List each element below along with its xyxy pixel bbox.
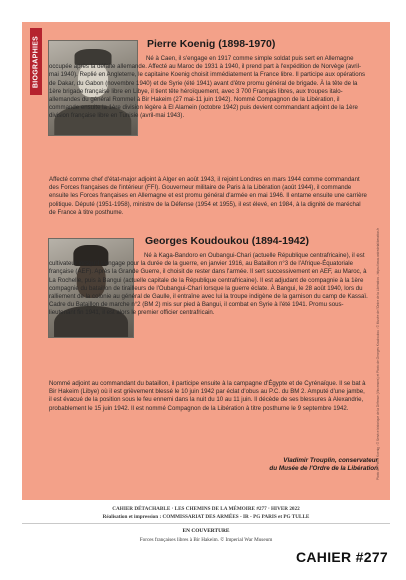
section-tab bbox=[30, 28, 42, 95]
koudoukou-bio-part2: Nommé adjoint au commandant du bataillon, il participe ensuite à la campagne d'Égypte et de Cyrénaïque. Il se bat à Bir Hakeim (Libye) où il est grièvement blessé le 10 juin 1942 par éclat d'obus au P.C. du BM 2. Amputé d'une jambe, il est évacué de la position sous le feu ennemi dans la nuit du 10 au 11 juin. Il décède de ses blessures à Alexandrie, probablement le 15 juin 1942. Il est nommé Compagnon de la Libération à titre posthume le 9 septembre 1942. bbox=[49, 380, 366, 412]
footer-production-line: Réalisation et impression : COMMISSARIAT DES ARMÉES - IR - PG PARIS et PG TULLE bbox=[102, 514, 310, 520]
footer-divider bbox=[22, 523, 390, 524]
signature bbox=[269, 457, 378, 473]
cover-caption: Forces françaises libres à Bir Hakeim. © Imperial War Museum bbox=[139, 537, 273, 543]
koudoukou-bio-part1: Né à Kaga-Bandoro en Oubangui-Chari (actuelle République centrafricaine), il est cultivateur lorsqu'il s'engage pour la durée de la guerre, en janvier 1916, au Bataillon n°3 de l'Afrique-Équatoriale française (AEF). Après la Grande Guerre, il choisit de rester dans l'armée. Il sert successivement en AEF, au Maroc, à La Rochelle, puis à Bangui (actuelle capitale de la République centrafricaine). Il est adjudant de compagnie à la 1ère compagnie du bataillon de tirailleurs de l'Oubangui-Chari lorsque la guerre éclate. À Bangui, le 28 août 1940, lors du ralliement de la colonie au général de Gaulle, il entraîne avec lui la troupe indigène de la garnison du camp de Kassaï. Cadre du Bataillon de marche n°2 (BM 2) mis sur pied à Bangui, il combat en Syrie à l'été 1941. Promu sous-lieutenant fin 1941, il est alors le premier officier centrafricain. bbox=[49, 252, 368, 317]
koudoukou-name: Georges Koudoukou (1894-1942) bbox=[145, 235, 309, 247]
cahier-label: CAHIER #277 bbox=[295, 549, 388, 565]
koenig-name: Pierre Koenig (1898-1970) bbox=[147, 38, 276, 50]
signature-line2: du Musée de l'Ordre de la Libération bbox=[269, 465, 378, 472]
koenig-bio-part2: Affecté comme chef d'état-major adjoint à Alger en août 1943, il rejoint Londres en mars 1944 comme commandant des Forces françaises de l'intérieur (FFI). Gouverneur militaire de Paris à la Libération (août 1944), il commande ensuite les Forces françaises en Allemagne et est promu général d'armée en mai 1946. Il entame ensuite une carrière politique. Député (1951-1958), ministre de la Défense (1954 et 1955), il est élevé, en 1984, à la dignité de maréchal de France à titre posthume. bbox=[49, 176, 367, 216]
cover-title: EN COUVERTURE bbox=[182, 528, 230, 534]
photo-credits: Photo de Pierre Koenig : © Service historique de la Défense (Vincennes) et Photo de Georges Koudoukou : © Musée de l'Ordre de la Libération - https://www.ordredelaliberation.fr bbox=[376, 227, 380, 480]
signature-line1: Vladimir Trouplin, conservateur bbox=[283, 457, 378, 464]
section-tab-label: BIOGRAPHIES bbox=[32, 35, 40, 88]
footer-issue-line: CAHIER DÉTACHABLE · LES CHEMINS DE LA MÉMOIRE #277 · HIVER 2022 bbox=[112, 506, 300, 512]
koenig-bio-part1: Né à Caen, il s'engage en 1917 comme simple soldat puis sert en Allemagne occupée après la défaite allemande. Affecté au Maroc de 1931 à 1940, il prend part à l'expédition de Norvège (avril-mai 1940). Replié en Angleterre, le capitaine Koenig choisit immédiatement la France libre. Il participe aux opérations de Dakar, du Gabon (novembre 1940) et de Syrie (été 1941) avant d'être promu général de brigade. À la tête de la 1ère brigade française libre en Libye, il tient tête héroïquement, avec 3 700 Français libres, aux troupes italo-allemandes du général Rommel à Bir Hakeim (27 mai-11 juin 1942). Nommé Compagnon de la Libération, il commande ensuite la 1ère division légère à El Alamein (octobre 1942) puis devient commandant adjoint de la 1ère division française libre en Tunisie (avril-mai 1943). bbox=[49, 55, 366, 120]
